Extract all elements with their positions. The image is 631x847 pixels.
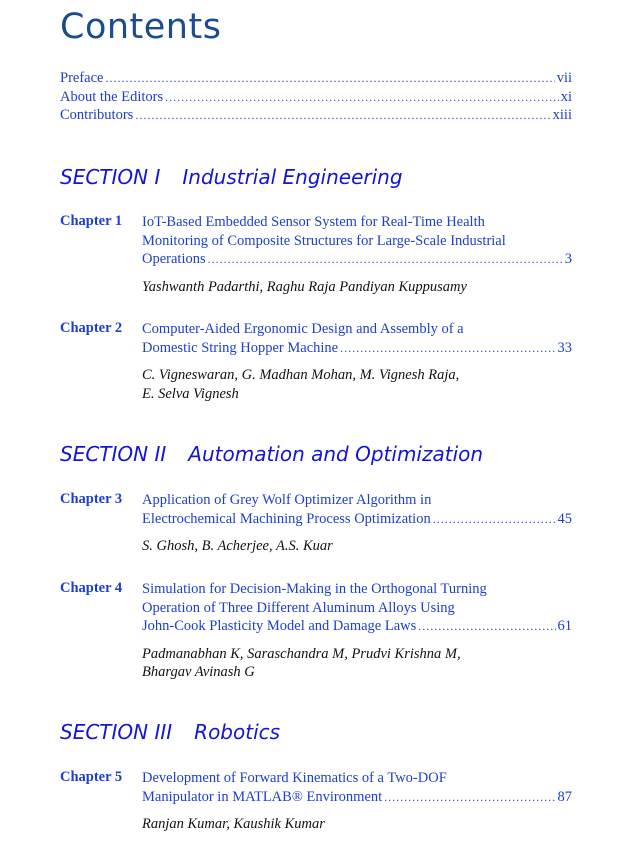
author-line: Padmanabhan K, Saraschandra M, Prudvi Krishna M,	[142, 645, 461, 662]
toc-page-number: 87	[557, 788, 572, 805]
chapter-title-line: Development of Forward Kinematics of a Two-DOF	[142, 770, 447, 786]
chapter-title-line: John-Cook Plasticity Model and Damage Laws	[142, 618, 417, 634]
chapter-label: Chapter 4	[60, 580, 123, 596]
chapter-title-line: Operations	[142, 251, 206, 267]
chapter-title-last-line	[142, 788, 572, 807]
chapter-title-last-line	[142, 617, 572, 636]
author-line: E. Selva Vignesh	[142, 385, 239, 402]
toc-page-number: xi	[560, 88, 572, 105]
chapter-title-last-line	[142, 250, 572, 269]
toc-entry-label: Contributors	[60, 107, 134, 123]
chapter-body	[142, 213, 572, 296]
toc-entry-about-the-editors[interactable]	[60, 89, 572, 108]
chapter-authors	[142, 645, 572, 682]
dot-leader	[433, 510, 556, 529]
chapter-title-line: Computer-Aided Ergonomic Design and Assembly of a	[142, 321, 464, 337]
toc-entry-label: About the Editors	[60, 88, 164, 105]
section-heading-2[interactable]	[60, 442, 483, 466]
dot-leader	[384, 788, 555, 807]
chapter-title-line: Application of Grey Wolf Optimizer Algorithm in	[142, 492, 432, 508]
chapter-title-line: Operation of Three Different Aluminum Alloys Using	[142, 599, 455, 616]
chapter-title-line: IoT-Based Embedded Sensor System for Real-Time Health	[142, 214, 485, 230]
toc-page-number: 45	[557, 510, 572, 527]
toc-page-number: xiii	[552, 107, 572, 123]
chapter-title-line: Domestic String Hopper Machine	[142, 339, 339, 356]
chapter-body	[142, 491, 572, 556]
chapter-label: Chapter 2	[60, 320, 123, 336]
section-title: Automation and Optimization	[188, 442, 484, 466]
section-title: Robotics	[194, 720, 281, 744]
toc-entry-contributors[interactable]	[60, 107, 572, 126]
author-line: C. Vigneswaran, G. Madhan Mohan, M. Vignesh Raja,	[142, 367, 460, 383]
chapter-title-line: Simulation for Decision-Making in the Orthogonal Turning	[142, 581, 487, 597]
chapter-title-last-line	[142, 510, 572, 529]
chapter-authors	[142, 537, 572, 556]
author-line: Ranjan Kumar, Kaushik Kumar	[142, 816, 325, 832]
chapter-body	[142, 769, 572, 834]
dot-leader	[340, 339, 555, 358]
front-matter-list	[60, 70, 572, 126]
chapter-label: Chapter 3	[60, 491, 123, 507]
chapter-title-line: Manipulator in MATLAB® Environment	[142, 788, 383, 805]
toc-page-number: 3	[564, 251, 572, 267]
chapter-authors	[142, 366, 572, 403]
page-title: Contents	[60, 7, 222, 47]
section-number: SECTION I	[60, 165, 161, 189]
dot-leader	[208, 250, 563, 269]
author-line: Bhargav Avinash G	[142, 664, 255, 680]
chapter-body	[142, 320, 572, 403]
author-line: S. Ghosh, B. Acherjee, A.S. Kuar	[142, 538, 333, 554]
dot-leader	[105, 71, 554, 86]
section-number: SECTION III	[60, 720, 173, 744]
toc-page-number: 33	[557, 339, 572, 356]
toc-entry-label: Preface	[60, 70, 104, 86]
section-number: SECTION II	[60, 442, 167, 466]
chapter-authors	[142, 278, 572, 297]
chapter-authors	[142, 815, 572, 834]
chapter-title-line: Monitoring of Composite Structures for Large-Scale Industrial	[142, 232, 506, 249]
chapter-label: Chapter 5	[60, 769, 123, 785]
author-line: Yashwanth Padarthi, Raghu Raja Pandiyan Kuppusamy	[142, 278, 467, 295]
chapter-body	[142, 580, 572, 682]
dot-leader	[418, 617, 555, 636]
section-heading-1[interactable]	[60, 165, 403, 189]
toc-page-number: vii	[556, 70, 572, 86]
dot-leader	[165, 90, 559, 105]
section-heading-3[interactable]	[60, 720, 280, 744]
chapter-title-last-line	[142, 339, 572, 358]
toc-page-number: 61	[557, 618, 572, 634]
dot-leader	[135, 108, 550, 123]
chapter-label: Chapter 1	[60, 213, 123, 229]
chapter-title-line: Electrochemical Machining Process Optimization	[142, 510, 431, 527]
toc-entry-preface[interactable]	[60, 70, 572, 89]
section-title: Industrial Engineering	[182, 165, 403, 189]
